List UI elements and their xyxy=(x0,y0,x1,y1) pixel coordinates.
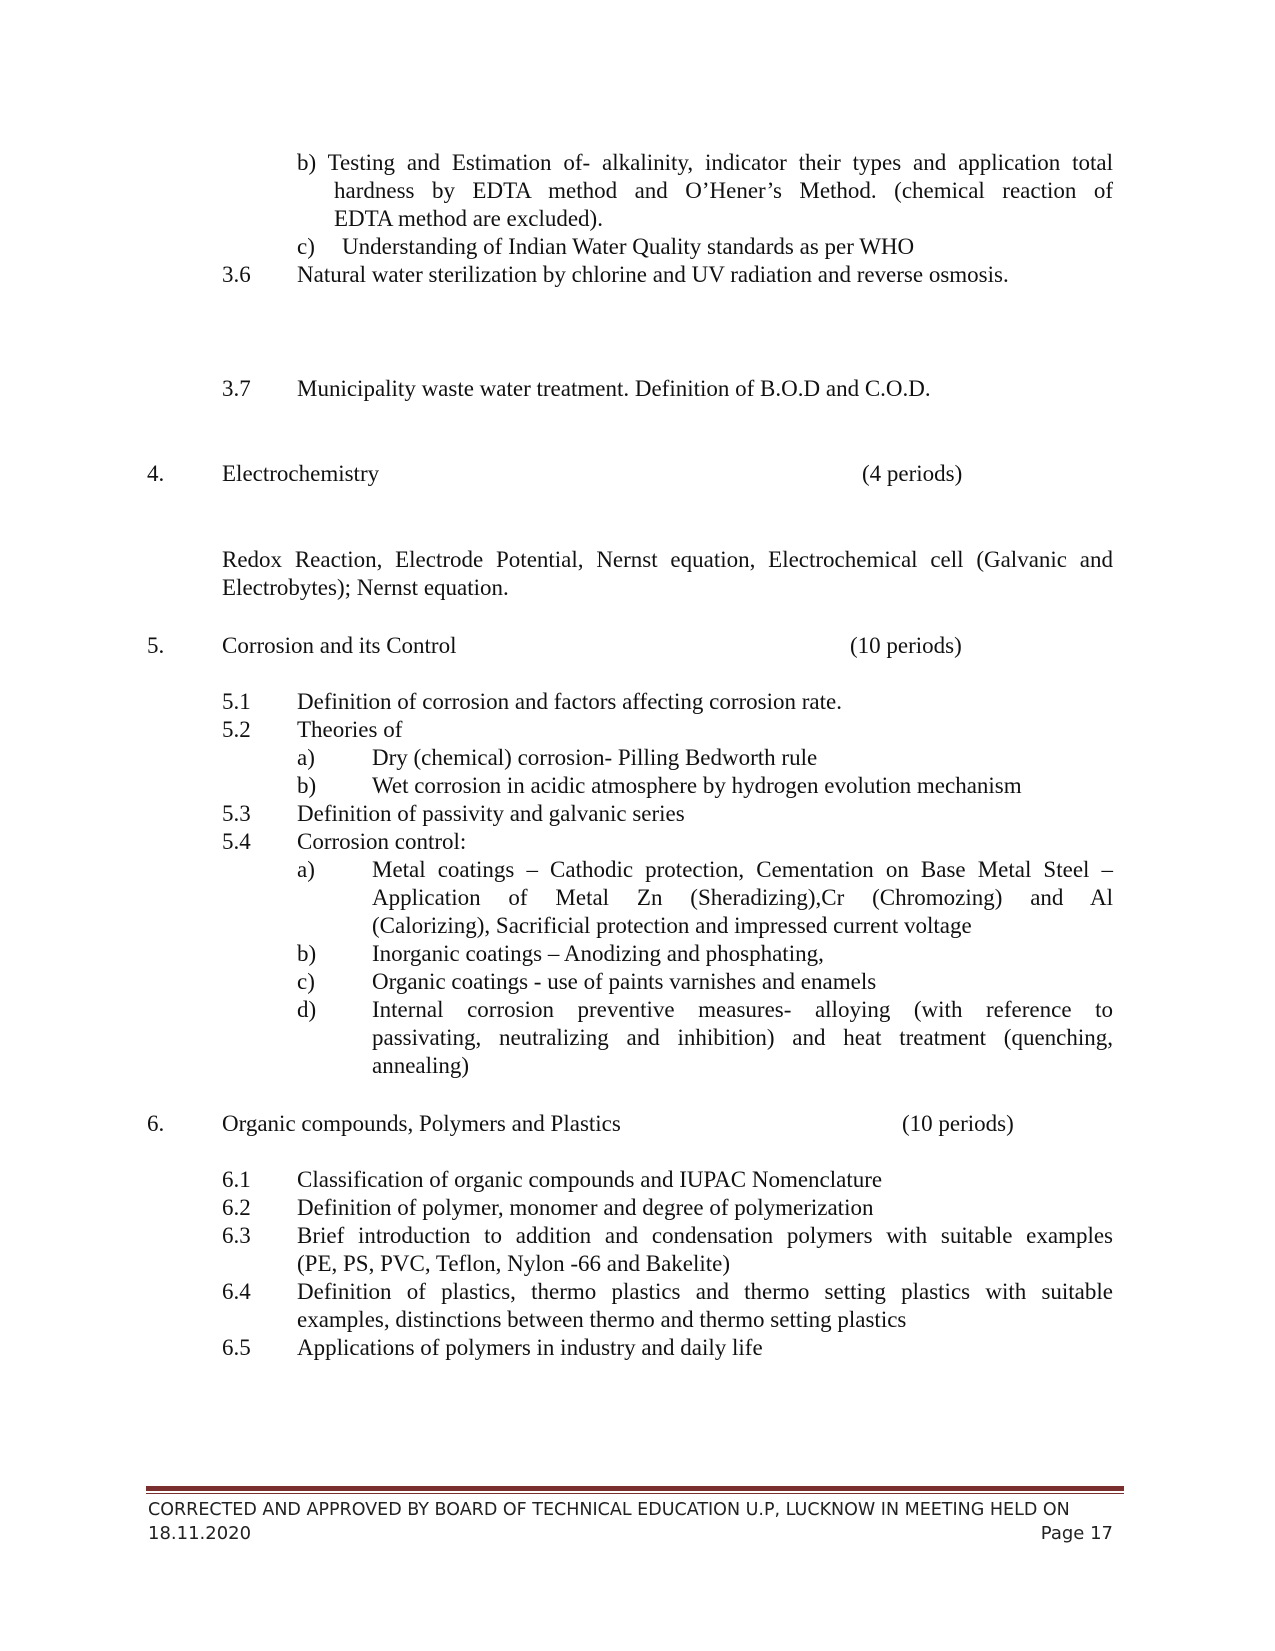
item-5-2-text: Theories of xyxy=(297,717,403,742)
footer-rule-thick xyxy=(146,1486,1124,1491)
footer-rule-thin xyxy=(146,1493,1124,1494)
section-4-number: 4. xyxy=(147,461,165,486)
item-3-5-b-line3: EDTA method are excluded). xyxy=(334,206,603,231)
item-5-2-b-label: b) xyxy=(297,773,317,798)
item-5-4-b-label: b) xyxy=(297,941,317,966)
item-6-3-line2: (PE, PS, PVC, Teflon, Nylon -66 and Bakelite) xyxy=(297,1251,731,1276)
item-3-6-text: Natural water sterilization by chlorine and UV radiation and reverse osmosis. xyxy=(297,262,1009,287)
item-5-4-a-label: a) xyxy=(297,857,315,882)
item-6-4-number: 6.4 xyxy=(222,1279,251,1304)
section-6-number: 6. xyxy=(147,1111,165,1136)
section-6-periods: (10 periods) xyxy=(902,1111,1014,1136)
section-4-body-line1: Redox Reaction, Electrode Potential, Nernst equation, Electrochemical cell (Galvanic and xyxy=(222,547,1113,572)
item-6-3-line1: Brief introduction to addition and condensation polymers with suitable examples xyxy=(297,1223,1113,1248)
item-5-1-text: Definition of corrosion and factors affecting corrosion rate. xyxy=(297,689,842,714)
item-5-4-c-label: c) xyxy=(297,969,315,994)
item-6-3-number: 6.3 xyxy=(222,1223,251,1248)
item-6-2-text: Definition of polymer, monomer and degree of polymerization xyxy=(297,1195,874,1220)
item-3-5-c-label: c) xyxy=(297,234,315,259)
footer-date: 18.11.2020 xyxy=(148,1523,252,1544)
item-6-2-number: 6.2 xyxy=(222,1195,251,1220)
item-3-5-b-line1: b) Testing and Estimation of- alkalinity, indicator their types and application total xyxy=(297,150,1113,175)
footer-page-number: Page 17 xyxy=(1040,1523,1113,1544)
item-5-2-a-text: Dry (chemical) corrosion- Pilling Bedworth rule xyxy=(372,745,818,770)
footer-approval-text: CORRECTED AND APPROVED BY BOARD OF TECHNICAL EDUCATION U.P, LUCKNOW IN MEETING HELD ON xyxy=(148,1500,1070,1520)
item-3-6-number: 3.6 xyxy=(222,262,251,287)
item-5-2-number: 5.2 xyxy=(222,717,251,742)
item-5-4-d-line1: Internal corrosion preventive measures- alloying (with reference to xyxy=(372,997,1113,1022)
item-6-1-text: Classification of organic compounds and IUPAC Nomenclature xyxy=(297,1167,883,1192)
item-5-3-number: 5.3 xyxy=(222,801,251,826)
item-5-2-a-label: a) xyxy=(297,745,315,770)
item-6-1-number: 6.1 xyxy=(222,1167,251,1192)
item-5-4-d-line2: passivating, neutralizing and inhibition) and heat treatment (quenching, xyxy=(372,1025,1113,1050)
item-6-4-line1: Definition of plastics, thermo plastics and thermo setting plastics with suitable xyxy=(297,1279,1113,1304)
item-3-5-b-line2: hardness by EDTA method and O’Hener’s Method. (chemical reaction of xyxy=(334,178,1113,203)
section-4-periods: (4 periods) xyxy=(862,461,963,486)
item-5-1-number: 5.1 xyxy=(222,689,251,714)
item-5-4-b-text: Inorganic coatings – Anodizing and phosphating, xyxy=(372,941,824,966)
item-3-7-number: 3.7 xyxy=(222,376,251,401)
item-5-4-d-line3: annealing) xyxy=(372,1053,470,1078)
item-5-2-b-text: Wet corrosion in acidic atmosphere by hydrogen evolution mechanism xyxy=(372,773,1022,798)
item-6-4-line2: examples, distinctions between thermo and thermo setting plastics xyxy=(297,1307,907,1332)
item-3-5-c-text: Understanding of Indian Water Quality standards as per WHO xyxy=(342,234,915,259)
section-5-periods: (10 periods) xyxy=(850,633,962,658)
item-5-4-c-text: Organic coatings - use of paints varnishes and enamels xyxy=(372,969,877,994)
item-5-4-a-line2: Application of Metal Zn (Sheradizing),Cr (Chromozing) and Al xyxy=(372,885,1113,910)
item-5-4-d-label: d) xyxy=(297,997,317,1022)
item-5-4-text: Corrosion control: xyxy=(297,829,467,854)
section-4-body-line2: Electrobytes); Nernst equation. xyxy=(222,575,509,600)
item-5-4-a-line3: (Calorizing), Sacrificial protection and impressed current voltage xyxy=(372,913,972,938)
section-6-title: Organic compounds, Polymers and Plastics xyxy=(222,1111,621,1136)
section-5-title: Corrosion and its Control xyxy=(222,633,457,658)
item-6-5-text: Applications of polymers in industry and daily life xyxy=(297,1335,763,1360)
item-5-3-text: Definition of passivity and galvanic series xyxy=(297,801,685,826)
item-5-4-a-line1: Metal coatings – Cathodic protection, Cementation on Base Metal Steel – xyxy=(372,857,1113,882)
section-4-title: Electrochemistry xyxy=(222,461,380,486)
item-3-7-text: Municipality waste water treatment. Definition of B.O.D and C.O.D. xyxy=(297,376,931,401)
item-6-5-number: 6.5 xyxy=(222,1335,251,1360)
section-5-number: 5. xyxy=(147,633,165,658)
item-5-4-number: 5.4 xyxy=(222,829,251,854)
